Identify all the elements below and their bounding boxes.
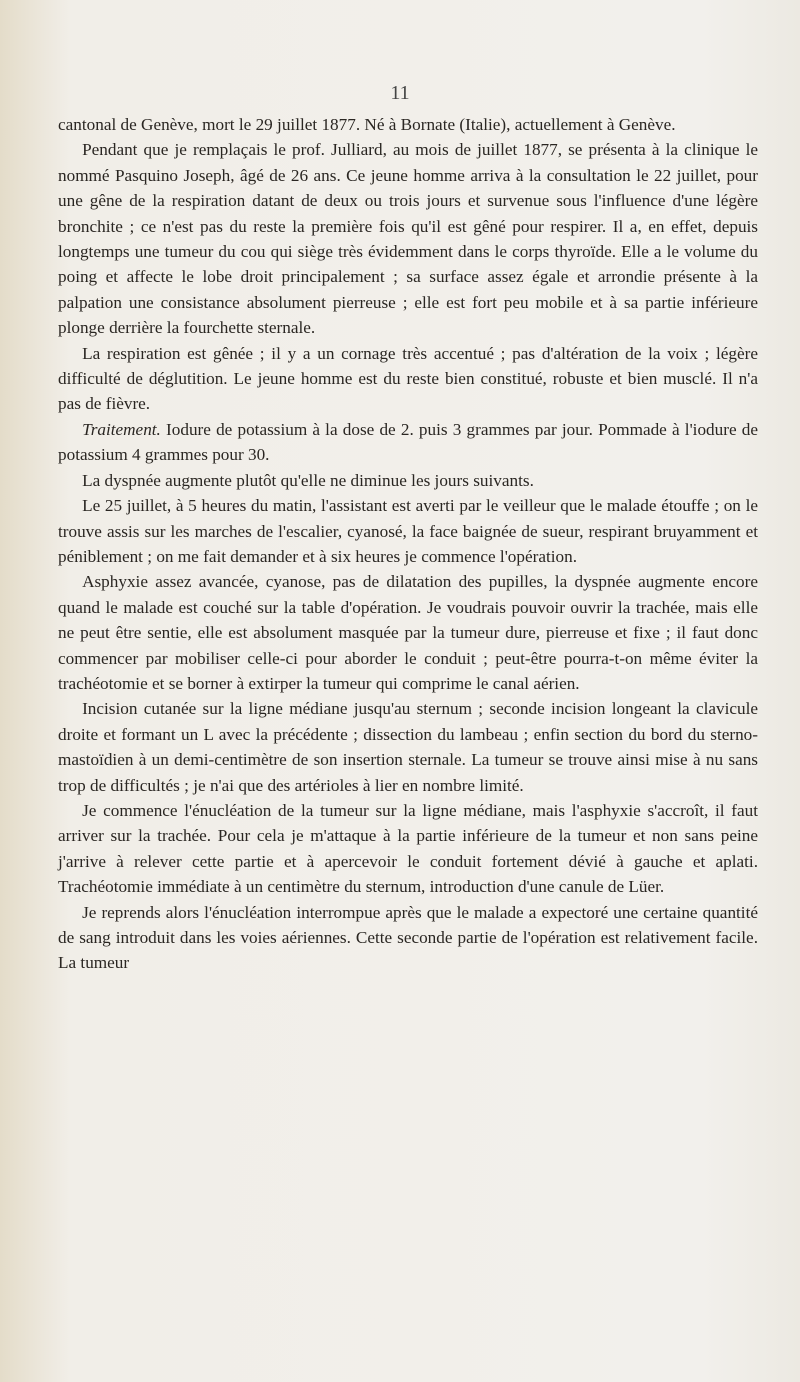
- paragraph-10: Je reprends alors l'énucléation interrompue après que le malade a expectoré une certaine quantité de sang introduit dans les voies aériennes. Cette seconde partie de l'opération est relativement facile. La tumeur: [58, 902, 758, 973]
- treatment-text: Iodure de potassium à la dose de 2. puis 3 grammes par jour. Pommade à l'iodure de potassium 4 grammes pour 30.: [58, 419, 758, 465]
- body-text: [58, 112, 758, 976]
- paragraph-1: cantonal de Genève, mort le 29 juillet 1877. Né à Bornate (Italie), actuellement à Genève.: [58, 115, 676, 134]
- treatment-heading: Traitement.: [82, 419, 161, 439]
- paragraph-treatment: [58, 417, 758, 468]
- paragraph-9: Je commence l'énucléation de la tumeur sur la ligne médiane, mais l'asphyxie s'accroît, il faut arriver sur la trachée. Pour cela je m'attaque à la partie inférieure de la tumeur et non sans peine j'arrive à relever cette partie et à apercevoir le conduit fortement dévié à gauche et aplati. Trachéotomie immédiate à un centimètre du sternum, introduction d'une canule de Lüer.: [58, 800, 758, 897]
- paragraph-5: La dyspnée augmente plutôt qu'elle ne diminue les jours suivants.: [82, 470, 534, 490]
- paragraph-6: Le 25 juillet, à 5 heures du matin, l'assistant est averti par le veilleur que le malade étouffe ; on le trouve assis sur les marches de l'escalier, cyanosé, la face baignée de sueur, respirant bruyamment et péniblement ; on me fait demander et à six heures je commence l'opération.: [58, 496, 758, 566]
- paragraph-3: La respiration est gênée ; il y a un cornage très accentué ; pas d'altération de la voix ; légère difficulté de déglutition. Le jeune homme est du reste bien constitué, robuste et bien musclé. Il n'a pas de fièvre.: [58, 343, 758, 414]
- paragraph-2: Pendant que je remplaçais le prof. Julliard, au mois de juillet 1877, se présenta à la clinique le nommé Pasquino Joseph, âgé de 26 ans. Ce jeune homme arriva à la consultation le 22 juillet, pour une gêne de la respiration datant de deux ou trois jours et survenue sous l'influence d'une légère bronchite ; ce n'est pas du reste la première fois qu'il est gêné pour respirer. Il a, en effet, depuis longtemps une tumeur du cou qui siège très évidemment dans le corps thyroïde. Elle a le volume du poing et affecte le lobe droit principalement ; sa surface assez égale et arrondie présente à la palpation une consistance absolument pierreuse ; elle est fort peu mobile et à sa partie inférieure plonge derrière la fourchette sternale.: [58, 140, 758, 338]
- paragraph-7: Asphyxie assez avancée, cyanose, pas de dilatation des pupilles, la dyspnée augmente encore quand le malade est couché sur la table d'opération. Je voudrais pouvoir ouvrir la trachée, mais elle ne peut être sentie, elle est absolument masquée par la tumeur dure, pierreuse et fixe ; il faut donc commencer par mobiliser celle-ci pour aborder le conduit ; peut-être pourra-t-on même éviter la trachéotomie et se borner à extirper la tumeur qui comprime le canal aérien.: [58, 572, 758, 693]
- paragraph-8: Incision cutanée sur la ligne médiane jusqu'au sternum ; seconde incision longeant la clavicule droite et formant un L avec la précédente ; dissection du lambeau ; enfin section du bord du sterno-mastoïdien à un demi-centimètre de son insertion sternale. La tumeur se trouve ainsi mise à nu sans trop de difficultés ; je n'ai que des artérioles à lier en nombre limité.: [58, 699, 758, 795]
- page-number: 11: [390, 82, 410, 104]
